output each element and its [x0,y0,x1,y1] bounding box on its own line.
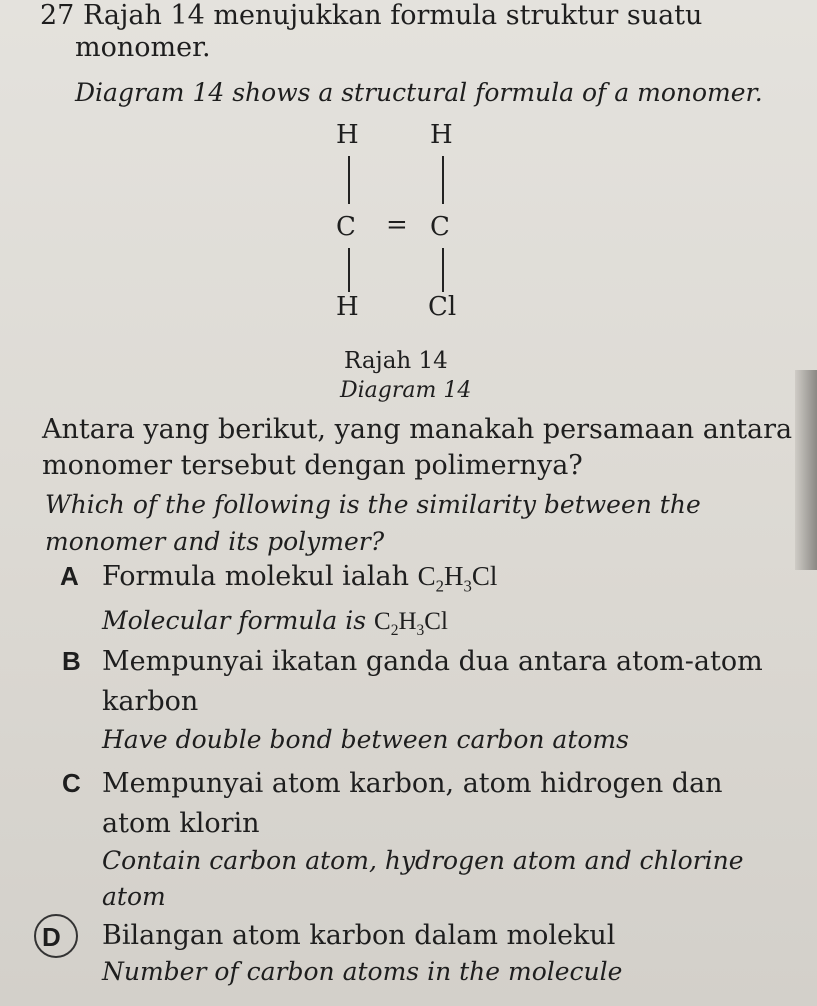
molecular-formula [417,561,498,596]
question-intro-malay-1: 27 Rajah 14 menujukkan formula struktur suatu [40,0,703,31]
option-c-english-2: atom [102,882,166,911]
bond-bottom-right [442,248,444,292]
formula-en-c-sub: 2 [390,622,399,639]
diagram-caption-english: Diagram 14 [340,378,472,403]
option-a-english-prefix: Molecular formula is [102,606,375,635]
prompt-malay-2: monomer tersebut dengan polimernya? [42,450,583,481]
option-a-letter[interactable]: A [60,561,79,591]
formula-h: H [444,561,464,591]
double-bond: = [386,210,408,240]
option-b-malay-2: karbon [102,686,199,717]
prompt-english-1: Which of the following is the similarity between the [45,490,701,519]
formula-c: C [417,561,436,591]
atom-h-bottom-left: H [336,292,359,322]
bond-bottom-left [348,248,350,292]
option-a-english [102,606,448,640]
formula-en-h-sub: 3 [416,622,425,639]
question-intro-english: Diagram 14 shows a structural formula of a monomer. [75,78,763,107]
option-c-letter[interactable]: C [62,768,81,798]
structural-formula-diagram [330,120,480,330]
atom-h-top-left: H [336,120,359,150]
atom-h-top-right: H [430,120,453,150]
formula-h-sub: 3 [463,576,472,596]
option-b-malay-1[interactable]: Mempunyai ikatan ganda dua antara atom-atom [102,646,763,677]
molecular-formula-en [374,608,448,639]
atom-c-left: C [336,212,356,242]
bond-top-right [442,156,444,204]
option-d-letter[interactable]: D [42,922,61,952]
prompt-malay-1: Antara yang berikut, yang manakah persamaan antara [42,414,793,445]
option-a-malay-prefix: Formula molekul ialah [102,561,418,592]
option-a-malay[interactable] [102,561,497,596]
question-intro-malay-2: monomer. [75,32,211,63]
atom-c-right: C [430,212,450,242]
formula-en-h: H [398,608,417,635]
option-c-malay-1[interactable]: Mempunyai atom karbon, atom hidrogen dan [102,768,723,799]
diagram-caption-malay: Rajah 14 [344,348,448,374]
page-edge-shadow [795,370,817,570]
formula-en-c: C [374,608,391,635]
option-d-english: Number of carbon atoms in the molecule [102,957,623,986]
formula-c-sub: 2 [435,576,444,596]
prompt-english-2: monomer and its polymer? [45,527,385,556]
option-c-malay-2: atom klorin [102,808,260,839]
formula-cl: Cl [471,561,498,591]
formula-en-cl: Cl [424,608,448,635]
atom-cl-bottom-right: Cl [428,292,457,322]
option-b-letter[interactable]: B [62,646,81,676]
option-c-english-1: Contain carbon atom, hydrogen atom and chlorine [102,846,744,875]
option-d-malay[interactable]: Bilangan atom karbon dalam molekul [102,920,616,951]
bond-top-left [348,156,350,204]
option-b-english: Have double bond between carbon atoms [102,725,629,754]
